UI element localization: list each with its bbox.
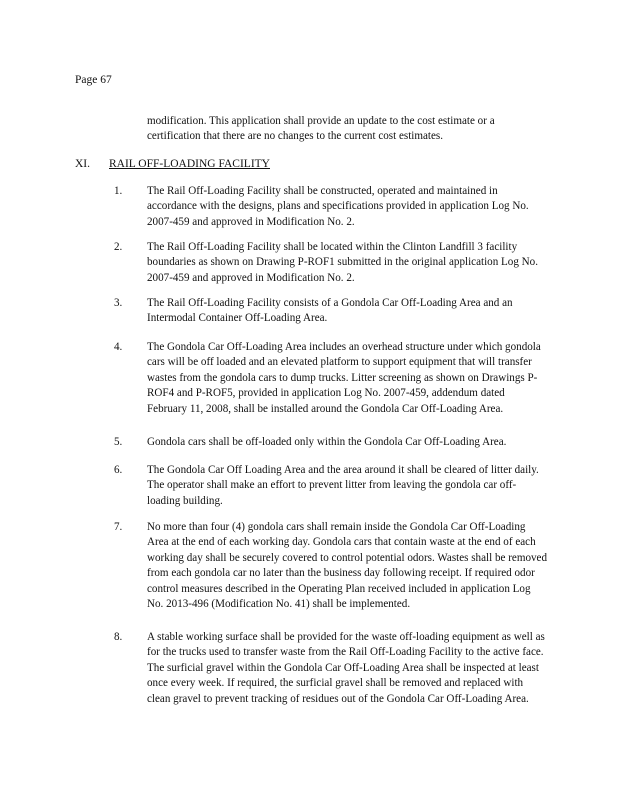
item-8-number: 8. [114,631,123,643]
item-1-text: The Rail Off-Loading Facility shall be constructed, operated and maintained in accordance with the designs, plans and specifications provided in application Log No. 2007-459 and approved in Modification No. 2. [147,185,529,228]
page-number: Page 67 [75,74,112,86]
item-7-number: 7. [114,521,123,533]
item-4-text: The Gondola Car Off-Loading Area includes an overhead structure under which gondola cars will be off loaded and an elevated platform to support equipment that will transfer wastes from the gondola cars to dump trucks. Litter screening as shown on Drawings P-ROF4 and P-ROF5, provided in application Log No. 2007-459, addendum dated February 11, 2008, shall be installed around the Gondola Car Off-Loading Area. [147,341,541,415]
item-8-text: A stable working surface shall be provided for the waste off-loading equipment as well as for the trucks used to transfer waste from the Rail Off-Loading Facility to the active face. The surficial gravel within the Gondola Car Off-Loading Area shall be inspected at least once every week. If required, the surficial gravel shall be removed and replaced with clean gravel to prevent tracking of residues out of the Gondola Car Off-Loading Area. [147,631,545,705]
item-1-number: 1. [114,185,123,197]
item-2-number: 2. [114,241,123,253]
item-6-number: 6. [114,464,123,476]
item-2-text: The Rail Off-Loading Facility shall be located within the Clinton Landfill 3 facility boundaries as shown on Drawing P-ROF1 submitted in the original application Log No. 2007-459 and approved in Modification No. 2. [147,241,539,284]
section-number: XI. [75,158,91,170]
item-3-number: 3. [114,297,123,309]
intro-paragraph: modification. This application shall provide an update to the cost estimate or a certification that there are no changes to the current cost estimates. [147,115,495,143]
item-3-text: The Rail Off-Loading Facility consists of a Gondola Car Off-Loading Area and an Intermodal Container Off-Loading Area. [147,297,513,325]
item-4-number: 4. [114,341,123,353]
item-6-text: The Gondola Car Off Loading Area and the area around it shall be cleared of litter daily. The operator shall make an effort to prevent litter from leaving the gondola car off-loading building. [147,464,539,507]
item-7-text: No more than four (4) gondola cars shall remain inside the Gondola Car Off-Loading Area at the end of each working day. Gondola cars that contain waste at the end of each working day shall be securely covered to control potential odors. Wastes shall be removed from each gondola car no later than the business day following receipt. If required odor control measures described in the Operating Plan received included in application Log No. 2013-496 (Modification No. 41) shall be implemented. [147,521,548,611]
section-title: RAIL OFF-LOADING FACILITY [109,158,270,170]
item-5-text: Gondola cars shall be off-loaded only within the Gondola Car Off-Loading Area. [147,436,507,448]
item-5-number: 5. [114,436,123,448]
